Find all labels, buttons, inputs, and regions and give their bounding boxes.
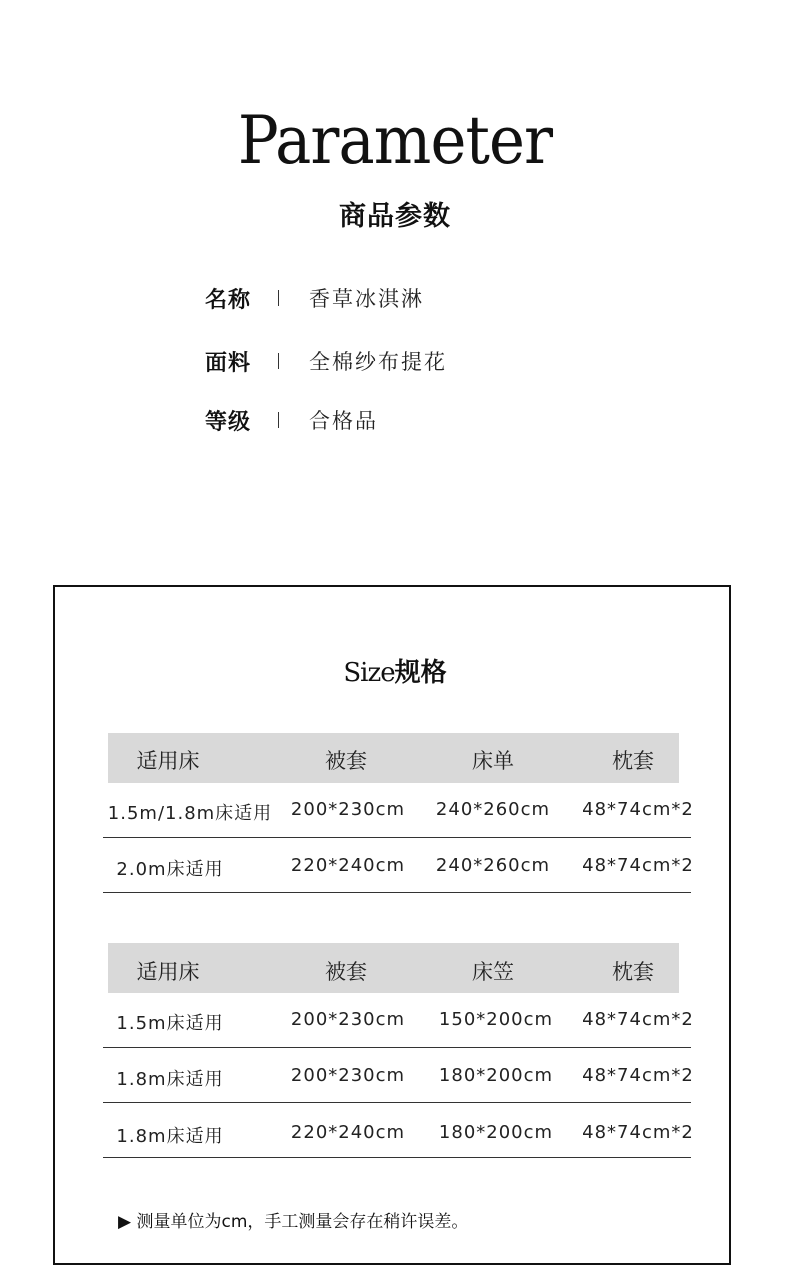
table-cell: 48*74cm*2: [582, 1122, 694, 1143]
table-cell: 220*240cm: [290, 855, 406, 876]
table-header-cell: 适用床: [136, 960, 200, 984]
table-header-cell: 被套: [325, 960, 367, 984]
table-cell: 240*260cm: [435, 855, 551, 876]
param-divider: [278, 412, 279, 428]
page-subtitle: 商品参数: [339, 201, 451, 232]
table-cell: 200*230cm: [290, 1065, 406, 1086]
table-cell: 1.5m/1.8m床适用: [107, 803, 273, 824]
table-cell: 180*200cm: [438, 1122, 554, 1143]
param-label: 名称: [205, 287, 252, 313]
row-divider: [103, 1102, 691, 1103]
param-value: 全棉纱布提花: [309, 350, 447, 374]
param-divider: [278, 353, 279, 369]
param-divider: [278, 290, 279, 306]
row-divider: [103, 1047, 691, 1048]
table-cell: 220*240cm: [290, 1122, 406, 1143]
table-header-cell: 床单: [472, 749, 514, 773]
param-label: 面料: [205, 350, 252, 376]
size-title-en: Size: [343, 658, 395, 688]
table-cell: 180*200cm: [438, 1065, 554, 1086]
table-cell: 200*230cm: [290, 799, 406, 820]
table-header-cell: 枕套: [612, 749, 654, 773]
table-cell: 48*74cm*2: [582, 799, 694, 820]
table-cell: 1.8m床适用: [116, 1069, 224, 1090]
table-header-cell: 枕套: [612, 960, 654, 984]
row-divider: [103, 1157, 691, 1158]
table-header-cell: 适用床: [136, 749, 200, 773]
page-title: Parameter: [237, 102, 553, 179]
table-cell: 48*74cm*2: [582, 1009, 694, 1030]
size-title: [0, 652, 790, 689]
table-cell: 240*260cm: [435, 799, 551, 820]
size-title-cn: 规格: [394, 658, 447, 688]
param-row-name: [205, 282, 424, 314]
measurement-note: ▶ 测量单位为cm，手工测量会存在稍许误差。: [118, 1212, 469, 1232]
param-value: 合格品: [309, 409, 378, 433]
table-cell: 48*74cm*2: [582, 855, 694, 876]
table-cell: 1.8m床适用: [116, 1126, 224, 1147]
param-label: 等级: [205, 409, 252, 435]
table-cell: 48*74cm*2: [582, 1065, 694, 1086]
table-cell: 2.0m床适用: [116, 859, 224, 880]
row-divider: [103, 837, 691, 838]
param-value: 香草冰淇淋: [309, 287, 424, 311]
table-cell: 150*200cm: [438, 1009, 554, 1030]
row-divider: [103, 892, 691, 893]
param-row-fabric: [205, 345, 447, 377]
table-header-cell: 被套: [325, 749, 367, 773]
table-cell: 1.5m床适用: [116, 1013, 224, 1034]
table-cell: 200*230cm: [290, 1009, 406, 1030]
table-header-cell: 床笠: [472, 960, 514, 984]
param-row-grade: [205, 404, 378, 436]
